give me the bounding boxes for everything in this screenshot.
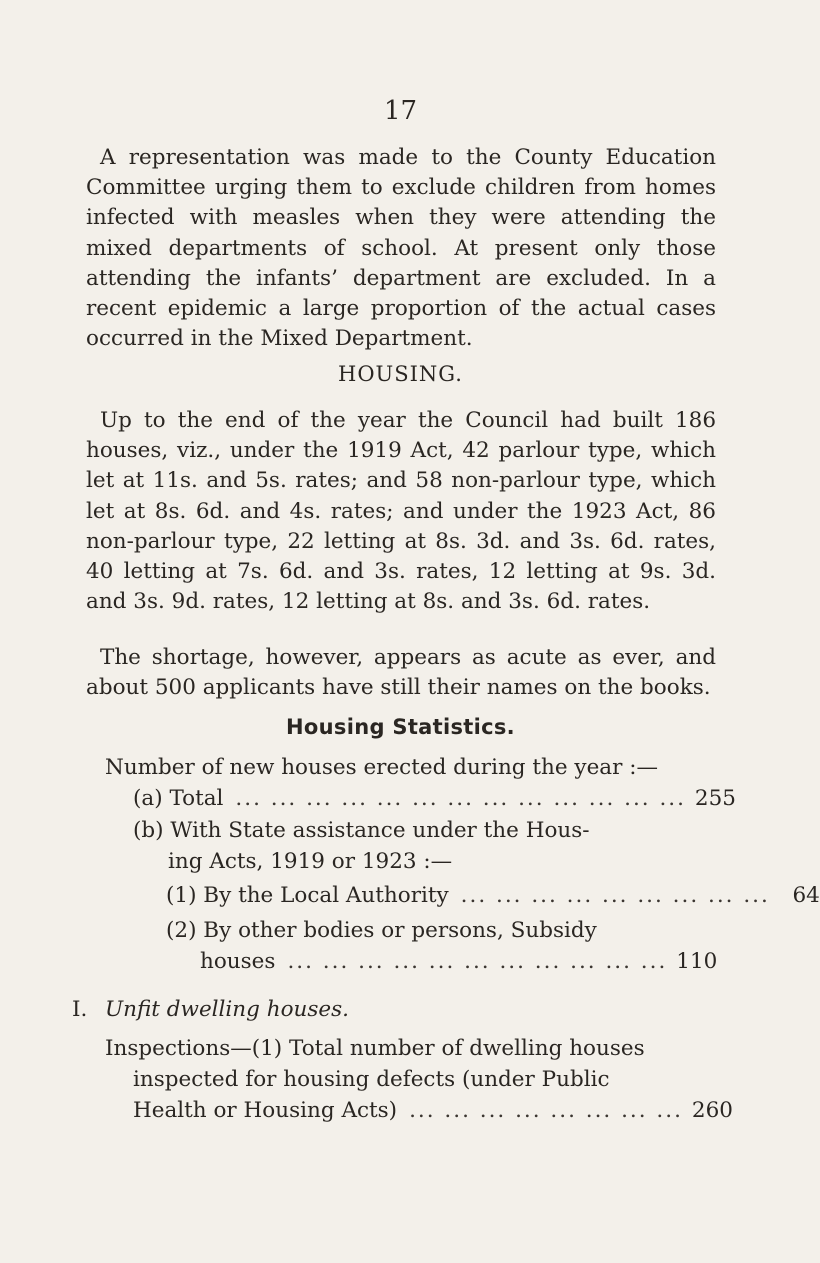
leader-dots: ... ... ... ... ... ... ... ...	[409, 1098, 683, 1123]
with-state-line-2: ing Acts, 1919 or 1923 :—	[168, 849, 453, 874]
unfit-heading: Unfit dwelling houses.	[105, 997, 350, 1022]
measles-paragraph-text: A representation was made to the County Education Committee urging them to exclude children from homes infected with measles when they were attending the mixed departments of school. At present only those attending the infants’ department are excluded. In a recent epidemic a large proportion of the actual cases occurred in the Mixed Department.	[86, 145, 716, 352]
local-authority-label: (1) By the Local Authority	[166, 883, 449, 908]
page-number: 17	[383, 96, 418, 126]
inspections-row	[133, 1096, 733, 1126]
housing-paragraph-2	[86, 643, 716, 703]
inspections-line-2: inspected for housing defects (under Public	[133, 1067, 610, 1092]
local-authority-value: 64	[792, 883, 820, 908]
total-label	[133, 784, 223, 814]
total-marker: (a)	[133, 786, 163, 811]
inspections-label: Health or Housing Acts)	[133, 1098, 398, 1123]
other-bodies-label: houses	[200, 949, 276, 974]
with-state-line-1: (b) With State assistance under the Hous-	[133, 818, 590, 843]
housing-statistics-heading: Housing Statistics.	[286, 715, 515, 739]
inspections-line-1: Inspections—(1) Total number of dwelling houses	[105, 1036, 645, 1061]
new-houses-intro: Number of new houses erected during the year :—	[105, 755, 658, 780]
housing-paragraph-1-text: Up to the end of the year the Council had built 186 houses, viz., under the 1919 Act, 42 parlour type, which let at 11s. and 5s. rates; and 58 non-parlour type, which let at 8s. 6d. and 4s. rates; and under the 1923 Act, 86 non-parlour type, 22 letting at 8s. 3d. and 3s. 6d. rates, 40 letting at 7s. 6d. and 3s. rates, 12 letting at 9s. 3d. and 3s. 9d. rates, 12 letting at 8s. and 3s. 6d. rates.	[86, 408, 716, 615]
other-bodies-line-1: (2) By other bodies or persons, Subsidy	[166, 918, 597, 943]
total-label-text: Total	[169, 786, 224, 811]
housing-paragraph-1	[86, 406, 716, 617]
measles-paragraph	[86, 143, 716, 354]
local-authority-row	[166, 881, 820, 911]
total-row	[133, 784, 736, 814]
housing-heading: HOUSING.	[338, 362, 463, 386]
total-value: 255	[694, 786, 736, 811]
housing-paragraph-2-text: The shortage, however, appears as acute as ever, and about 500 applicants have still their names on the books.	[86, 645, 716, 701]
other-bodies-value: 110	[676, 949, 718, 974]
other-bodies-row	[200, 947, 718, 977]
leader-dots: ... ... ... ... ... ... ... ... ... ... ... ... ...	[235, 786, 686, 811]
inspections-value: 260	[691, 1098, 733, 1123]
unfit-numeral: I.	[72, 997, 88, 1022]
leader-dots: ... ... ... ... ... ... ... ... ...	[460, 883, 770, 908]
leader-dots: ... ... ... ... ... ... ... ... ... ... ...	[287, 949, 668, 974]
